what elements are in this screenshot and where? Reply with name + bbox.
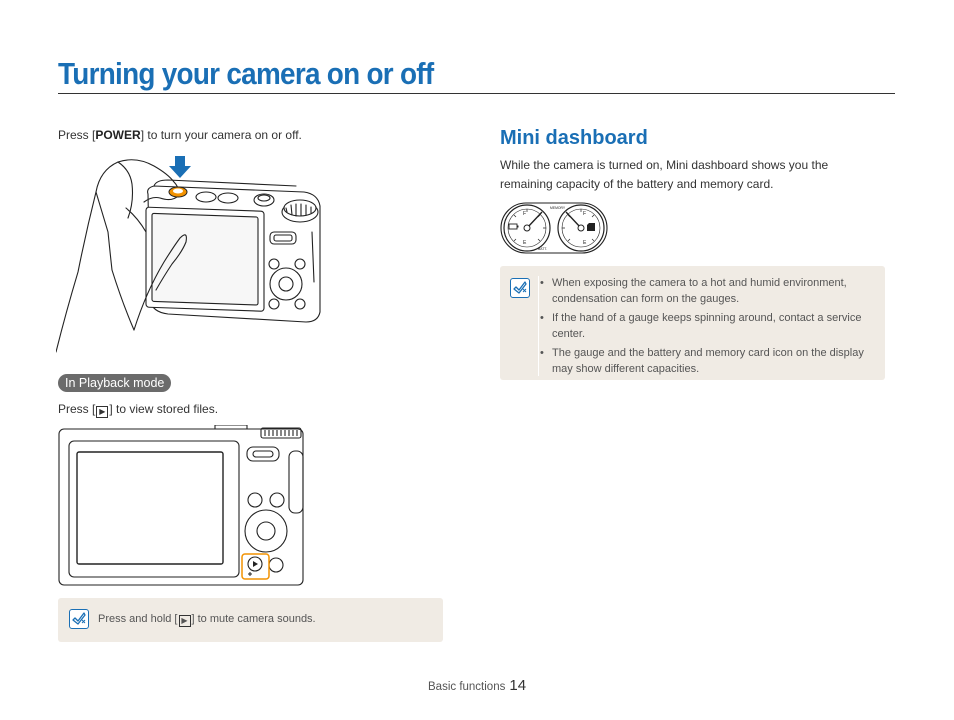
mini-dashboard-gauges — [500, 200, 608, 256]
list-item: • When exposing the camera to a hot and humid environment, condensation can form on the gauges. — [552, 275, 870, 307]
note-bullet-list — [552, 275, 870, 380]
mute-note-prefix: Press and hold [ — [98, 613, 178, 625]
playback-mode-badge: In Playback mode — [58, 374, 171, 392]
note-pencil-icon — [510, 278, 530, 298]
power-key-label: POWER — [95, 128, 141, 142]
page-number: 14 — [509, 677, 527, 694]
list-item: • The gauge and the battery and memory card icon on the display may show different capacities. — [552, 345, 870, 377]
playback-icon: ▶ — [96, 406, 108, 418]
power-button-illustration — [56, 152, 326, 357]
gauge-empty-label-right: E — [583, 240, 587, 246]
mute-note-text — [98, 613, 316, 627]
mute-note-suffix: ] to mute camera sounds. — [191, 613, 316, 625]
gauge-memory-label: MEMORY — [550, 206, 566, 210]
playback-icon: ▶ — [179, 615, 191, 627]
gauge-empty-label: E — [523, 240, 527, 246]
mini-dashboard-heading: Mini dashboard — [500, 127, 648, 149]
press-arrow-icon — [169, 156, 191, 178]
mini-dashboard-description: While the camera is turned on, Mini dashboard shows you the remaining capacity of the battery and memory card. — [500, 158, 829, 191]
title-divider — [58, 93, 895, 94]
gauge-batt-label: BATT. — [538, 247, 547, 251]
mini-dashboard-note — [500, 266, 885, 380]
footer-section-label: Basic functions — [428, 681, 506, 693]
page-title: Turning your camera on or off — [58, 56, 434, 91]
playback-instruction-suffix: ] to view stored files. — [109, 402, 219, 416]
list-item: • If the hand of a gauge keeps spinning around, contact a service center. — [552, 310, 870, 342]
power-instruction-prefix: Press [ — [58, 128, 96, 142]
page-footer — [428, 677, 526, 695]
playback-note — [58, 598, 443, 642]
playback-instruction-prefix: Press [ — [58, 402, 96, 416]
power-instruction-suffix: ] to turn your camera on or off. — [140, 128, 302, 142]
note-pencil-icon — [69, 609, 89, 629]
gauge-full-label-right: F — [583, 211, 587, 217]
camera-back-illustration — [57, 425, 307, 587]
note-divider — [538, 276, 539, 376]
gauge-full-label: F — [523, 211, 527, 217]
playback-instruction — [58, 402, 218, 418]
power-instruction — [58, 128, 302, 142]
